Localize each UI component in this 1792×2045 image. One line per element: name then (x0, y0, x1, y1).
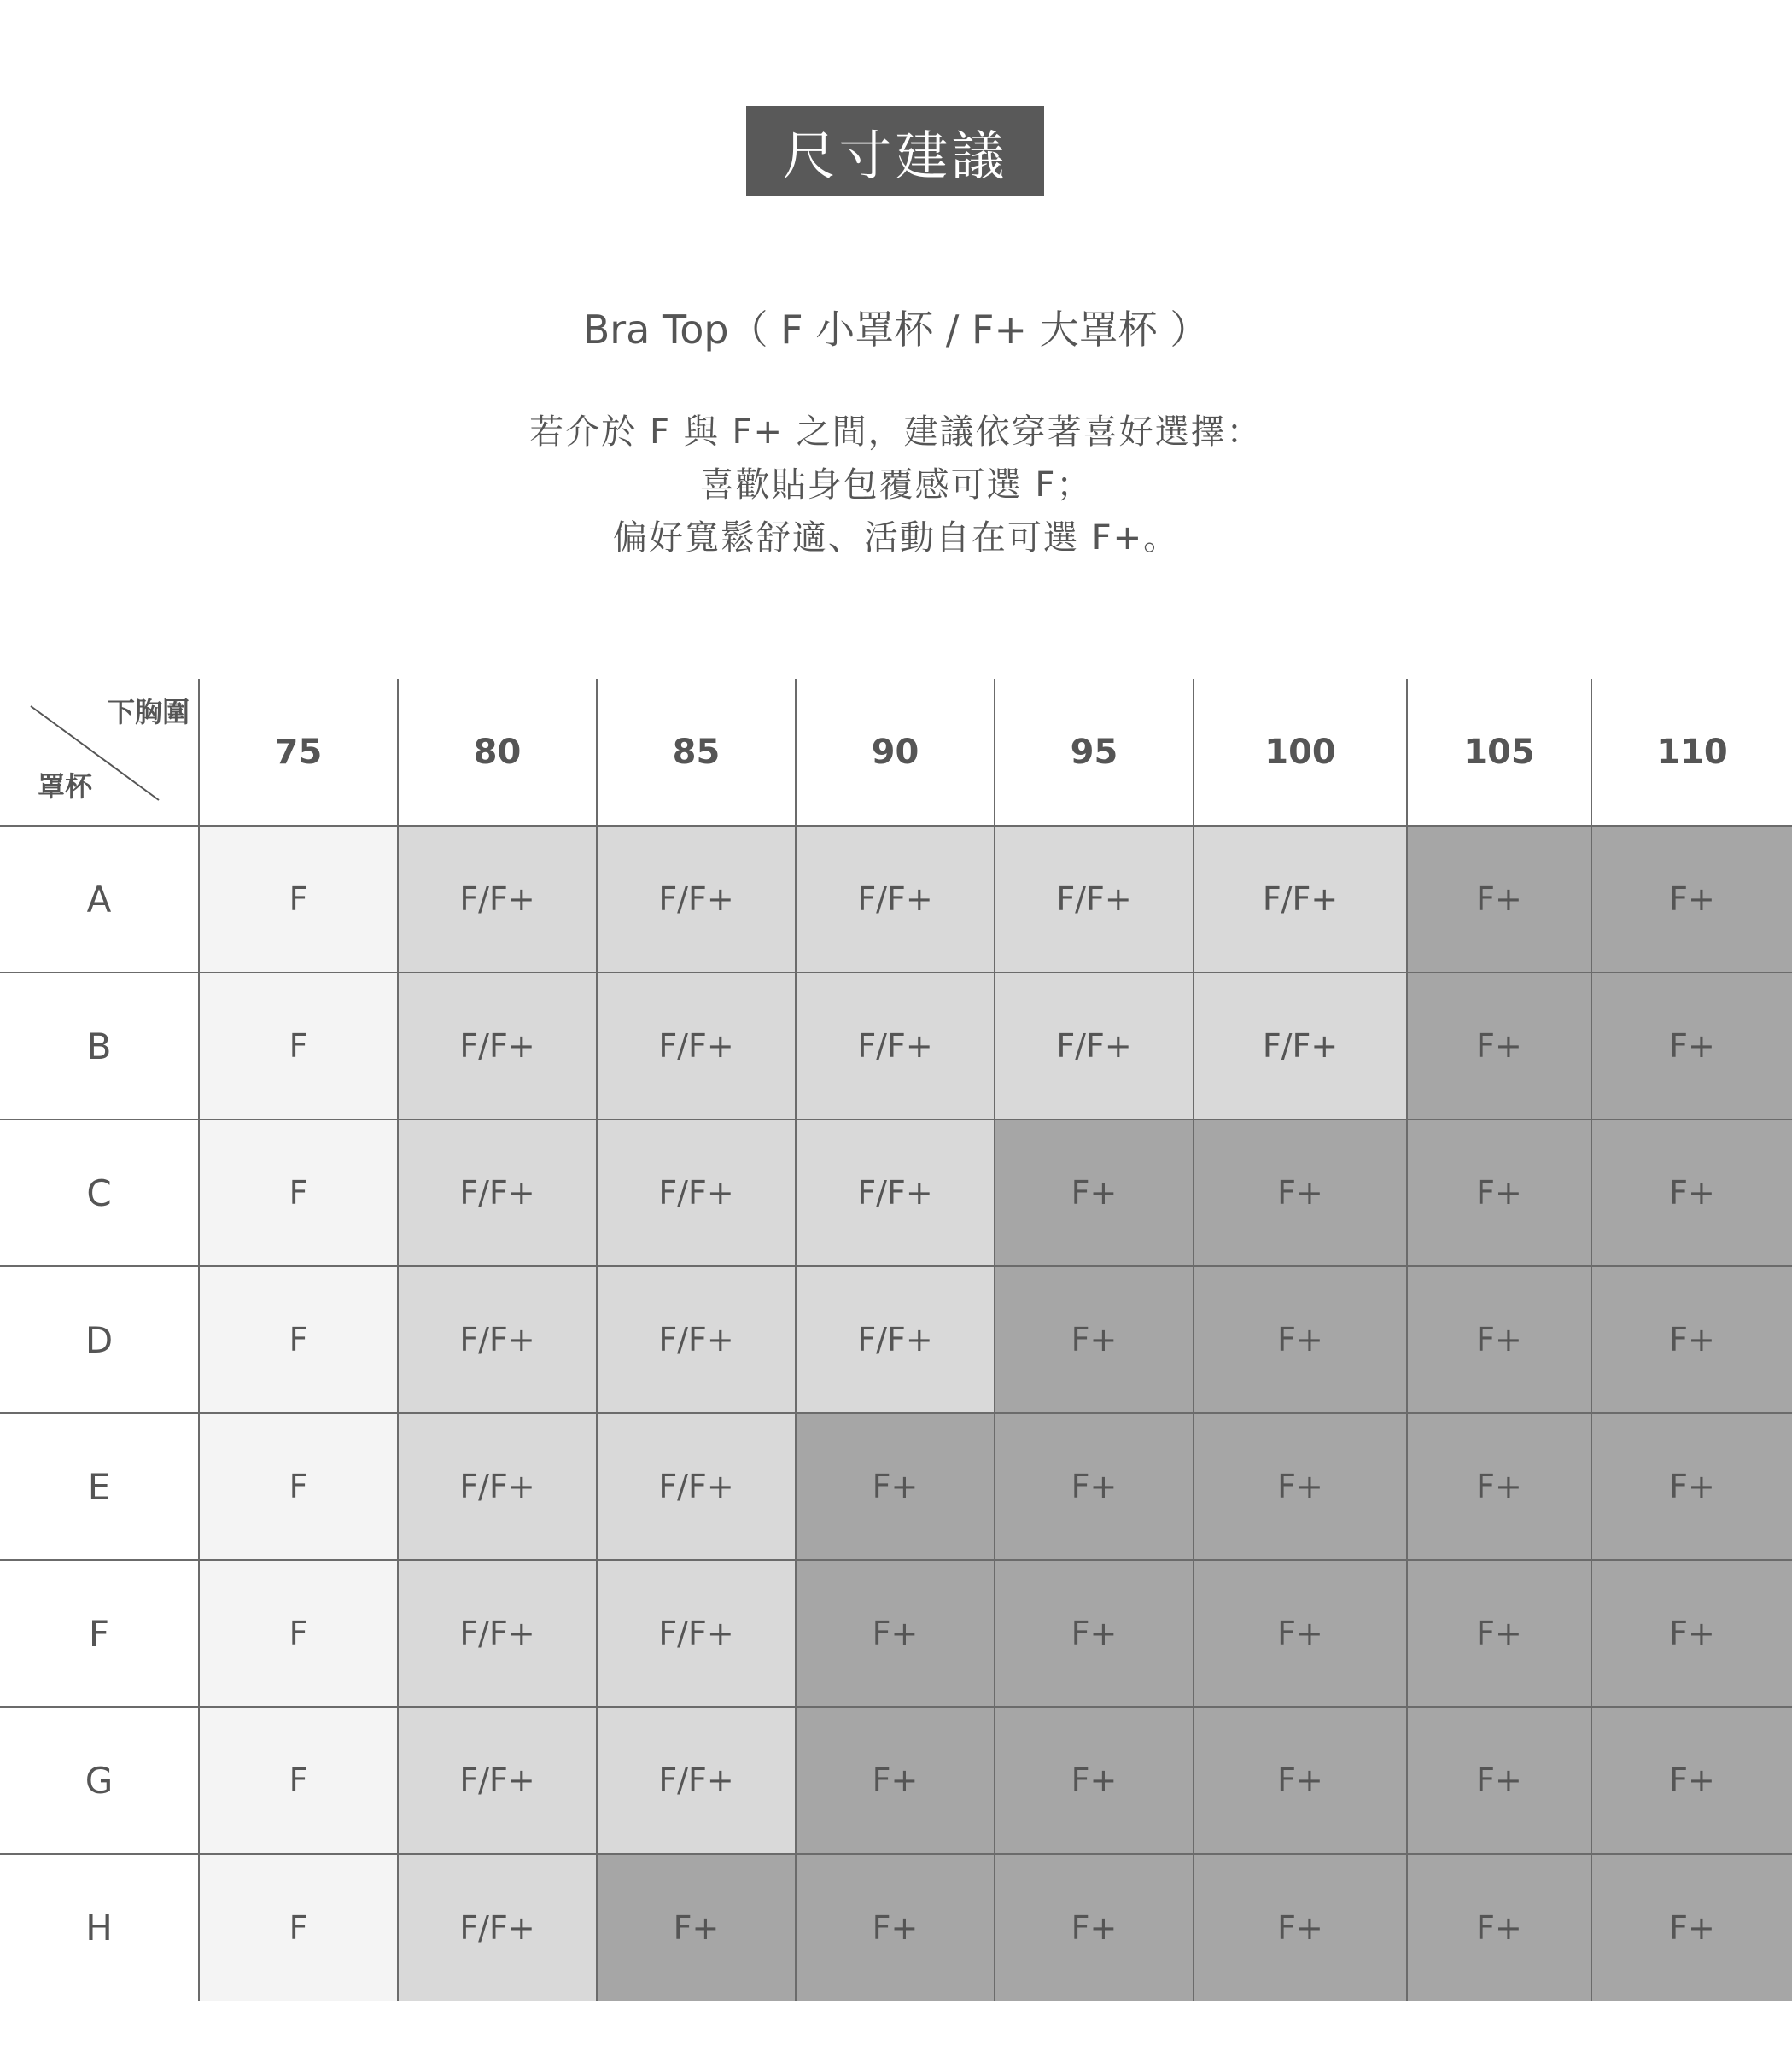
table-row (0, 1119, 1792, 1266)
size-cell: F/F+ (597, 973, 796, 1119)
row-header-cup: B (0, 973, 199, 1119)
column-header-underbust: 90 (796, 679, 995, 826)
size-cell: F+ (1407, 1560, 1591, 1707)
row-header-cup: H (0, 1854, 199, 2001)
cup-label: 罩杯 (38, 770, 93, 803)
size-cell: F+ (597, 1854, 796, 2001)
size-cell: F/F+ (1194, 973, 1407, 1119)
size-cell: F+ (1407, 973, 1591, 1119)
size-cell: F+ (796, 1707, 995, 1854)
column-header-underbust: 100 (1194, 679, 1407, 826)
table-row (0, 1266, 1792, 1413)
size-cell: F+ (995, 1854, 1194, 2001)
note-line: 喜歡貼身包覆感可選 F； (699, 465, 1093, 505)
size-cell: F+ (1591, 1560, 1792, 1707)
size-cell: F (199, 1413, 398, 1560)
size-cell: F+ (796, 1413, 995, 1560)
size-cell: F/F+ (796, 826, 995, 973)
table-row (0, 1707, 1792, 1854)
underbust-label: 下胸圍 (107, 696, 190, 728)
size-cell: F+ (1407, 826, 1591, 973)
note-line: 偏好寬鬆舒適、活動自在可選 F+。 (612, 518, 1180, 558)
column-header-underbust: 85 (597, 679, 796, 826)
size-cell: F/F+ (995, 973, 1194, 1119)
size-cell: F/F+ (597, 1560, 796, 1707)
size-cell: F/F+ (597, 1413, 796, 1560)
column-header-underbust: 80 (398, 679, 597, 826)
row-header-cup: D (0, 1266, 199, 1413)
table-row (0, 826, 1792, 973)
size-chart-table (0, 679, 1792, 2001)
table-row (0, 1413, 1792, 1560)
size-cell: F+ (1407, 1266, 1591, 1413)
page-title: 尺寸建議 (746, 106, 1044, 196)
size-cell: F/F+ (597, 1707, 796, 1854)
size-cell: F (199, 973, 398, 1119)
size-cell: F+ (1194, 1560, 1407, 1707)
size-cell: F/F+ (796, 1266, 995, 1413)
size-cell: F+ (1194, 1854, 1407, 2001)
table-row (0, 1854, 1792, 2001)
note-line: 若介於 F 與 F+ 之間，建議依穿著喜好選擇： (529, 412, 1263, 452)
size-cell: F+ (1591, 973, 1792, 1119)
size-cell: F/F+ (796, 1119, 995, 1266)
size-cell: F+ (1407, 1854, 1591, 2001)
size-cell: F (199, 1119, 398, 1266)
size-cell: F/F+ (1194, 826, 1407, 973)
size-cell: F/F+ (398, 1854, 597, 2001)
row-header-cup: G (0, 1707, 199, 1854)
size-cell: F+ (995, 1707, 1194, 1854)
size-cell: F (199, 1560, 398, 1707)
size-cell: F+ (1194, 1119, 1407, 1266)
size-cell: F/F+ (398, 1560, 597, 1707)
size-cell: F+ (1194, 1266, 1407, 1413)
size-cell: F/F+ (597, 1266, 796, 1413)
size-cell: F/F+ (398, 1119, 597, 1266)
column-header-underbust: 75 (199, 679, 398, 826)
size-cell: F+ (1407, 1119, 1591, 1266)
size-cell: F+ (1194, 1707, 1407, 1854)
size-cell: F+ (1591, 1413, 1792, 1560)
row-header-cup: A (0, 826, 199, 973)
row-header-cup: F (0, 1560, 199, 1707)
size-cell: F/F+ (398, 1413, 597, 1560)
size-cell: F/F+ (597, 1119, 796, 1266)
size-cell: F+ (995, 1413, 1194, 1560)
table-header-row (0, 679, 1792, 826)
size-cell: F/F+ (398, 1266, 597, 1413)
size-cell: F+ (796, 1854, 995, 2001)
size-cell: F/F+ (995, 826, 1194, 973)
size-cell: F+ (1194, 1413, 1407, 1560)
column-header-underbust: 110 (1591, 679, 1792, 826)
size-cell: F+ (995, 1119, 1194, 1266)
size-cell: F (199, 1707, 398, 1854)
size-cell: F+ (1407, 1707, 1591, 1854)
size-cell: F (199, 1266, 398, 1413)
table-corner-header (0, 679, 199, 826)
size-cell: F+ (1591, 1119, 1792, 1266)
size-cell: F (199, 1854, 398, 2001)
row-header-cup: C (0, 1119, 199, 1266)
size-cell: F/F+ (597, 826, 796, 973)
size-cell: F/F+ (398, 1707, 597, 1854)
size-cell: F/F+ (796, 973, 995, 1119)
size-cell: F+ (796, 1560, 995, 1707)
column-header-underbust: 95 (995, 679, 1194, 826)
size-cell: F+ (1591, 1854, 1792, 2001)
size-cell: F+ (1407, 1413, 1591, 1560)
size-cell: F/F+ (398, 973, 597, 1119)
size-cell: F+ (1591, 1707, 1792, 1854)
size-cell: F/F+ (398, 826, 597, 973)
table-row (0, 973, 1792, 1119)
size-cell: F+ (995, 1266, 1194, 1413)
column-header-underbust: 105 (1407, 679, 1591, 826)
size-cell: F+ (1591, 826, 1792, 973)
size-cell: F+ (995, 1560, 1194, 1707)
table-row (0, 1560, 1792, 1707)
size-cell: F (199, 826, 398, 973)
size-cell: F+ (1591, 1266, 1792, 1413)
product-subtitle: Bra Top（ F 小罩杯 / F+ 大罩杯 ） (582, 307, 1210, 353)
row-header-cup: E (0, 1413, 199, 1560)
size-advice-note (0, 406, 1792, 564)
